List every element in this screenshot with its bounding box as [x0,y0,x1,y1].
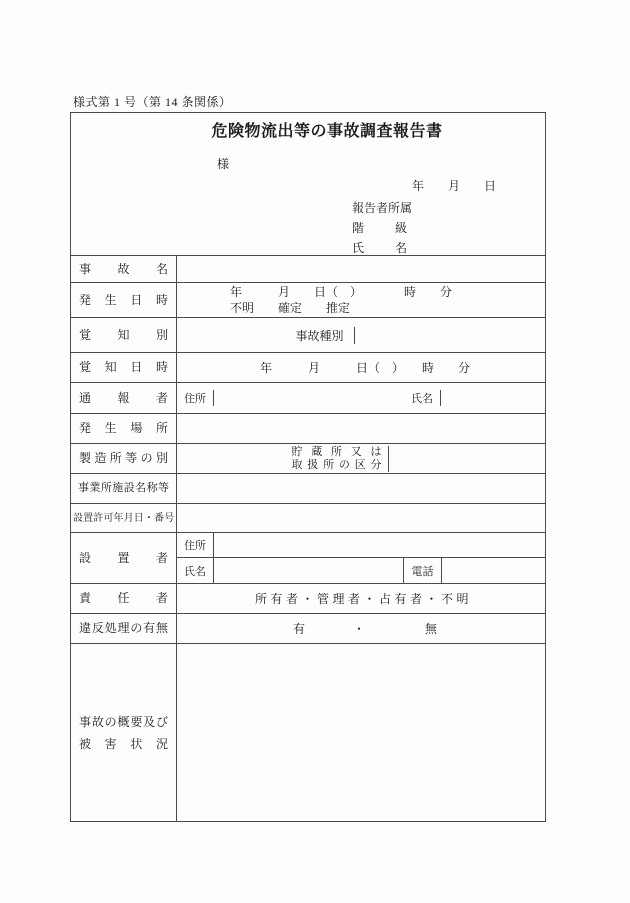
responsible-person-options: 所有者・管理者・占有者・不明 [255,592,473,606]
permit-date-number-input-cell [177,504,545,532]
installer-name-label: 氏名 [184,565,206,578]
reporter-rank-label: 階級 [352,221,407,235]
awareness-datetime-placeholder: 年 月 日（ ） 時 分 [260,360,471,375]
installer-phone-input-cell [442,558,545,583]
storage-category-label-line2: 取扱所の区分 [291,458,382,471]
row-installer [71,532,545,583]
awareness-datetime-label: 覚知日時 [79,360,168,374]
reporter-address-label: 住所 [184,393,206,405]
business-facility-name-label: 事業所施設名称等 [78,482,169,494]
reporter-name-label-cell [404,390,441,406]
row-responsible-person [71,583,545,613]
permit-date-number-label: 設置許可年月日・番号 [73,512,174,524]
violation-handling-options: 有 ・ 無 [293,622,438,636]
incident-summary-label-line1: 事故の概要及び [79,714,168,729]
row-occurrence-datetime [71,282,545,317]
violation-handling-label: 違反処理の有無 [79,621,168,635]
facility-type-label: 製造所等の別 [79,451,168,465]
responsible-person-options-cell [177,584,545,613]
occurrence-place-label: 発生場所 [79,421,168,435]
awareness-datetime-label-cell [71,353,177,382]
addressee-label: 様 [217,157,230,171]
awareness-type-label-cell [71,318,177,352]
installer-label-cell [71,533,177,583]
awareness-datetime-input-cell [177,353,545,382]
report-date-placeholder: 年 月 日 [412,179,497,193]
installer-phone-label-cell [404,558,442,583]
installer-name-label-cell [177,558,214,583]
reporter-label-cell [71,383,177,413]
installer-label: 設置者 [79,550,168,565]
occurrence-datetime-placeholder: 年 月 日（ ） 時 分 [230,285,453,299]
responsible-person-label-cell [71,584,177,613]
row-business-facility-name [71,473,545,503]
storage-category-label-cell [285,446,389,472]
row-incident-name [71,255,545,282]
awareness-type-label: 覚知別 [79,327,168,342]
occurrence-datetime-label: 発生日時 [79,292,168,307]
reporter-affiliation-label: 報告者所属 [352,201,413,215]
row-facility-type [71,443,545,473]
reporter-name-label: 氏名 [352,241,407,255]
row-violation-handling [71,613,545,643]
incident-type-label-cell [285,327,355,344]
facility-type-label-cell [71,444,177,473]
installer-name-subrow [177,558,545,583]
installer-address-input-cell [214,533,545,557]
storage-category-label-line1: 貯蔵所又は [291,445,382,458]
business-facility-name-input-cell [177,474,545,503]
violation-handling-options-cell [177,614,545,643]
installer-name-input-cell [214,558,404,583]
row-awareness-type [71,317,545,352]
incident-name-label-cell [71,256,177,282]
reporter-label: 通報者 [79,390,168,405]
form-title: 危険物流出等の事故調査報告書 [211,123,443,140]
installer-phone-label: 電話 [411,565,434,578]
reporter-address-label-cell [177,390,214,406]
form-header [71,113,545,255]
row-reporter [71,382,545,413]
incident-type-label: 事故種別 [295,328,344,343]
installer-address-subrow [177,533,545,558]
row-incident-summary [71,643,545,821]
business-facility-name-label-cell [71,474,177,503]
incident-summary-label-cell [71,644,177,821]
incident-summary-label-line2: 被害状況 [79,736,168,751]
row-awareness-datetime [71,352,545,382]
permit-date-number-label-cell [71,504,177,532]
installer-address-label: 住所 [184,540,206,552]
occurrence-datetime-input-cell [177,283,545,317]
incident-name-input-cell [177,256,545,282]
row-permit-date-number [71,503,545,532]
row-occurrence-place [71,413,545,443]
occurrence-place-label-cell [71,414,177,443]
report-form-table [70,112,546,822]
form-number: 様式第 1 号（第 14 条関係） [73,95,232,109]
responsible-person-label: 責任者 [79,591,168,605]
reporter-name-label: 氏名 [411,393,433,405]
occurrence-datetime-certainty-options: 不明 確定 推定 [230,301,351,315]
incident-summary-input-cell [177,644,545,821]
incident-name-label: 事故名 [79,261,168,276]
occurrence-place-input-cell [177,414,545,443]
occurrence-datetime-label-cell [71,283,177,317]
violation-handling-label-cell [71,614,177,643]
installer-address-label-cell [177,533,214,557]
